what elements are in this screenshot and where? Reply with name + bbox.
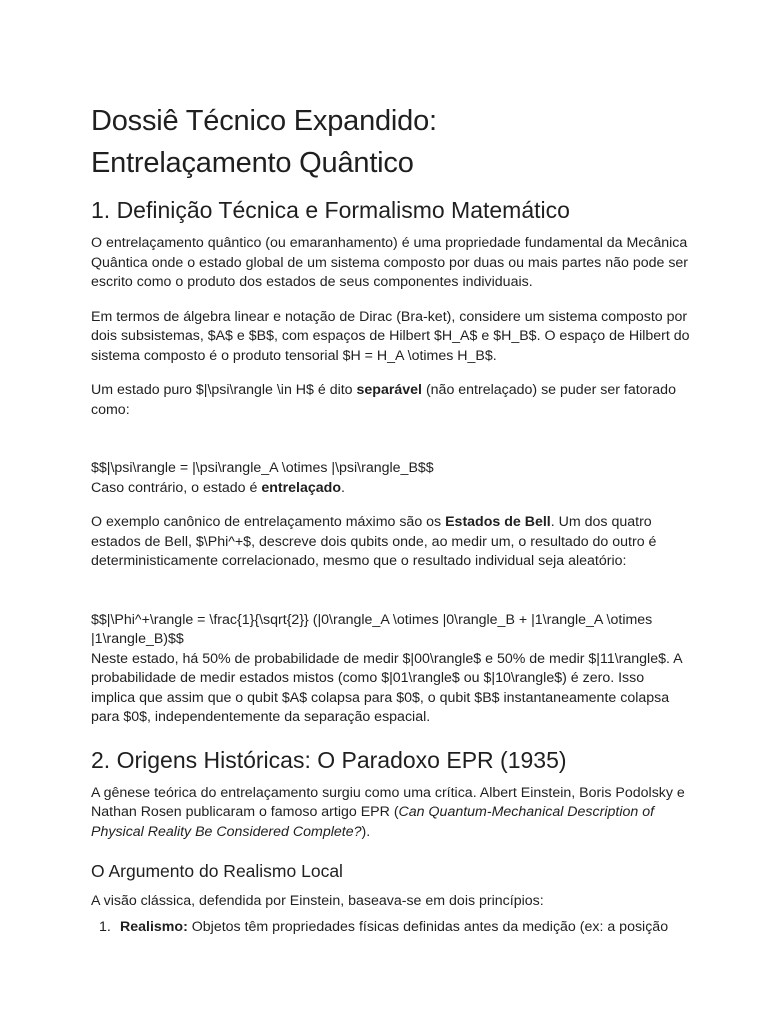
formula-separable-state: $$|\psi\rangle = |\psi\rangle_A \otimes |\psi\rangle_B$$ (91, 460, 434, 476)
list-item (91, 918, 691, 938)
list-item-number: 1. (99, 918, 111, 935)
section-1-paragraph-5 (91, 513, 691, 572)
principles-list (91, 918, 691, 938)
document-title-line-2: Entrelaçamento Quântico (91, 147, 414, 179)
section-2-heading: 2. Origens Históricas: O Paradoxo EPR (1935) (91, 746, 567, 773)
document-title (91, 100, 691, 184)
italic-article-title: Can Quantum-Mechanical Description of Physical Reality Be Considered Complete? (91, 804, 655, 840)
text-run: Caso contrário, o estado é (91, 479, 262, 496)
section-1-paragraph-4 (91, 479, 691, 499)
text-run: Um estado puro $|\psi\rangle \in H$ é dito (91, 382, 357, 398)
section-1-paragraph-3 (91, 381, 691, 420)
bold-term-estados-de-bell: Estados de Bell (445, 514, 551, 530)
list-item-text: Objetos têm propriedades físicas definidas antes da medição (ex: a posição (187, 918, 669, 935)
section-1-paragraph-1: O entrelaçamento quântico (ou emaranhamento) é uma propriedade fundamental da Mecânica Quântica onde o estado global de um sistema composto por duas ou mais partes não pode ser escrito como o produto dos estados de seus componentes individuais. (91, 235, 689, 290)
formula-bell-state: $$|\Phi^+\rangle = \frac{1}{\sqrt{2}} (|0\rangle_A \otimes |0\rangle_B + |1\rangle_A \otimes |1\rangle_B)$$ (91, 611, 653, 647)
section-1-paragraph-2: Em termos de álgebra linear e notação de Dirac (Bra-ket), considere um sistema composto por dois subsistemas, $A$ e $B$, com espaços de Hilbert $H_A$ e $H_B$. O espaço de Hilbert do sistema composto é o produto tensorial $H = H_A \otimes H_B$. (91, 308, 690, 364)
document-page (91, 100, 691, 937)
bold-term-separavel: separável (356, 382, 422, 398)
text-run: . (341, 479, 345, 496)
text-run: . Um dos quatro estados de Bell, $\Phi^+$, descreve dois qubits onde, ao medir um, o resultado do outro é deterministicamente correlacionado, mesmo que o resultado individual seja aleatório: (91, 514, 657, 569)
section-1-paragraph-6: Neste estado, há 50% de probabilidade de medir $|00\rangle$ e 50% de medir $|11\rangle$. A probabilidade de medir estados mistos (como $|01\rangle$ ou $|10\rangle$) é zero. Isso implica que assim que o qubit $A$ colapsa para $0$, o qubit $B$ instantaneamente colapsa para $0$, independentemente da separação espacial. (91, 650, 682, 725)
text-run: O exemplo canônico de entrelaçamento máximo são os (91, 514, 446, 530)
section-2-subheading: O Argumento do Realismo Local (91, 861, 343, 881)
section-2-paragraph-1 (91, 784, 691, 843)
section-1-heading: 1. Definição Técnica e Formalismo Matemático (91, 197, 570, 223)
document-title-line-1: Dossiê Técnico Expandido: (91, 105, 437, 137)
list-item-bold-label: Realismo: (120, 918, 188, 935)
text-run: A gênese teórica do entrelaçamento surgiu como uma crítica. Albert Einstein, Boris Podolsky e Nathan Rosen publicaram o famoso artigo EPR ( (91, 784, 685, 820)
section-2-paragraph-2: A visão clássica, defendida por Einstein, baseava-se em dois princípios: (91, 893, 544, 909)
text-run: (não entrelaçado) se puder ser fatorado como: (91, 382, 676, 418)
bold-term-entrelacado: entrelaçado (261, 479, 341, 496)
text-run: ). (361, 823, 371, 840)
